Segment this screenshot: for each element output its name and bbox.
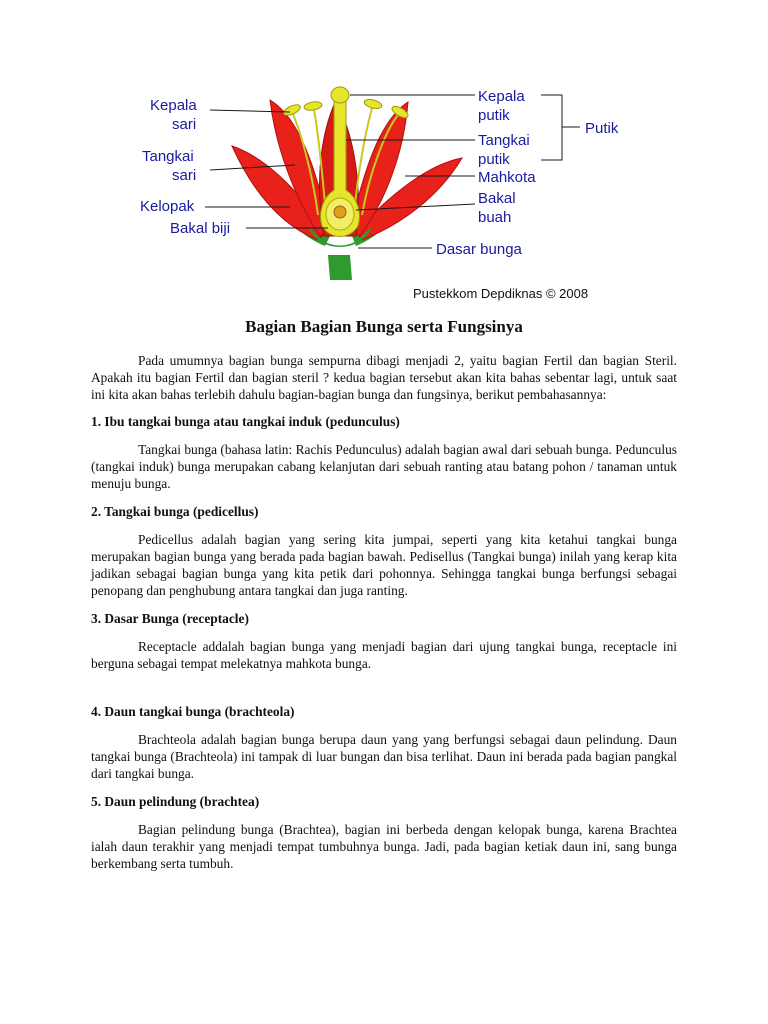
ovule <box>334 206 346 218</box>
intro-paragraph: Pada umumnya bagian bunga sempurna dibagi menjadi 2, yaitu bagian Fertil dan bagian Steril. Apakah itu bagian Fertil dan bagian steril ? kedua bagian tersebut akan kita bahas sebentar lagi, untuk saat ini kita akan bahas terlebih dahulu bagian-bagian bunga dan fungsinya, berikut pembahasannya: <box>91 353 677 402</box>
section-heading-5: 5. Daun pelindung (brachtea) <box>91 794 260 809</box>
section-heading-2: 2. Tangkai bunga (pedicellus) <box>91 504 259 519</box>
label-bakal-buah-2: buah <box>478 209 512 226</box>
section-heading-3: 3. Dasar Bunga (receptacle) <box>91 611 249 626</box>
stigma <box>331 87 349 103</box>
section-body-5: Bagian pelindung bunga (Brachtea), bagian ini berbeda dengan kelopak bunga, karena Brachtea ialah daun terakhir yang menjadi tempat tumbuhnya bunga. Jadi, pada bagian ketiak daun ini, sang bunga berkembang serta tumbuh. <box>91 822 677 871</box>
label-tangkai-putik-1: Tangkai <box>478 132 530 149</box>
diagram-credit: Pustekkom Depdiknas © 2008 <box>413 286 589 301</box>
label-tangkai-sari-1: Tangkai <box>142 148 194 165</box>
stem <box>328 255 352 280</box>
label-bakal-buah-1: Bakal <box>478 190 516 207</box>
section-body-4: Brachteola adalah bagian bunga berupa daun yang yang berfungsi sebagai daun pelindung. Daun tangkai bunga (Brachteola) ini tampak di luar bungan dan bisa terlihat. Daun ini berada pada bagian pangkal dari tangkai bunga. <box>91 732 677 781</box>
flower-diagram <box>0 0 768 310</box>
section-body-2: Pedicellus adalah bagian yang sering kita jumpai, seperti yang kita ketahui tangkai bunga merupakan bagian bunga yang berada pada bagian bawah. Pedisellus (Tangkai bunga) inilah yang kerap kita jadikan sebagai bagian bunga yang kita petik dari pohonnya. Sehingga tangkai bunga berfungsi sebagai penopang dan penghubung antara tangkai dan juga ranting. <box>91 532 677 598</box>
label-kelopak: Kelopak <box>140 198 195 215</box>
label-kepala-sari-2: sari <box>172 116 197 133</box>
label-mahkota: Mahkota <box>478 169 536 186</box>
section-heading-4: 4. Daun tangkai bunga (brachteola) <box>91 704 295 719</box>
label-kepala-putik-2: putik <box>478 107 510 124</box>
label-kepala-sari-1: Kepala <box>150 97 197 114</box>
label-dasar-bunga: Dasar bunga <box>436 241 522 258</box>
section-body-3: Receptacle addalah bagian bunga yang menjadi bagian dari ujung tangkai bunga, receptacle ini berguna sebagai tempat melekatnya mahkota bunga. <box>91 639 677 671</box>
label-tangkai-putik-2: putik <box>478 151 510 168</box>
label-putik: Putik <box>585 120 619 137</box>
section-body-1: Tangkai bunga (bahasa latin: Rachis Pedunculus) adalah bagian awal dari sebuah bunga. Pedunculus (tangkai induk) bunga merupakan cabang kelanjutan dari sebuah ranting atau batang pohon / tanaman untuk menuju bunga. <box>91 442 677 491</box>
page-title: Bagian Bagian Bunga serta Fungsinya <box>245 317 523 336</box>
label-tangkai-sari-2: sari <box>172 167 197 184</box>
label-bakal-biji: Bakal biji <box>170 220 231 237</box>
section-heading-1: 1. Ibu tangkai bunga atau tangkai induk (pedunculus) <box>91 414 400 429</box>
document-body <box>91 316 677 872</box>
label-kepala-putik-1: Kepala <box>478 88 525 105</box>
